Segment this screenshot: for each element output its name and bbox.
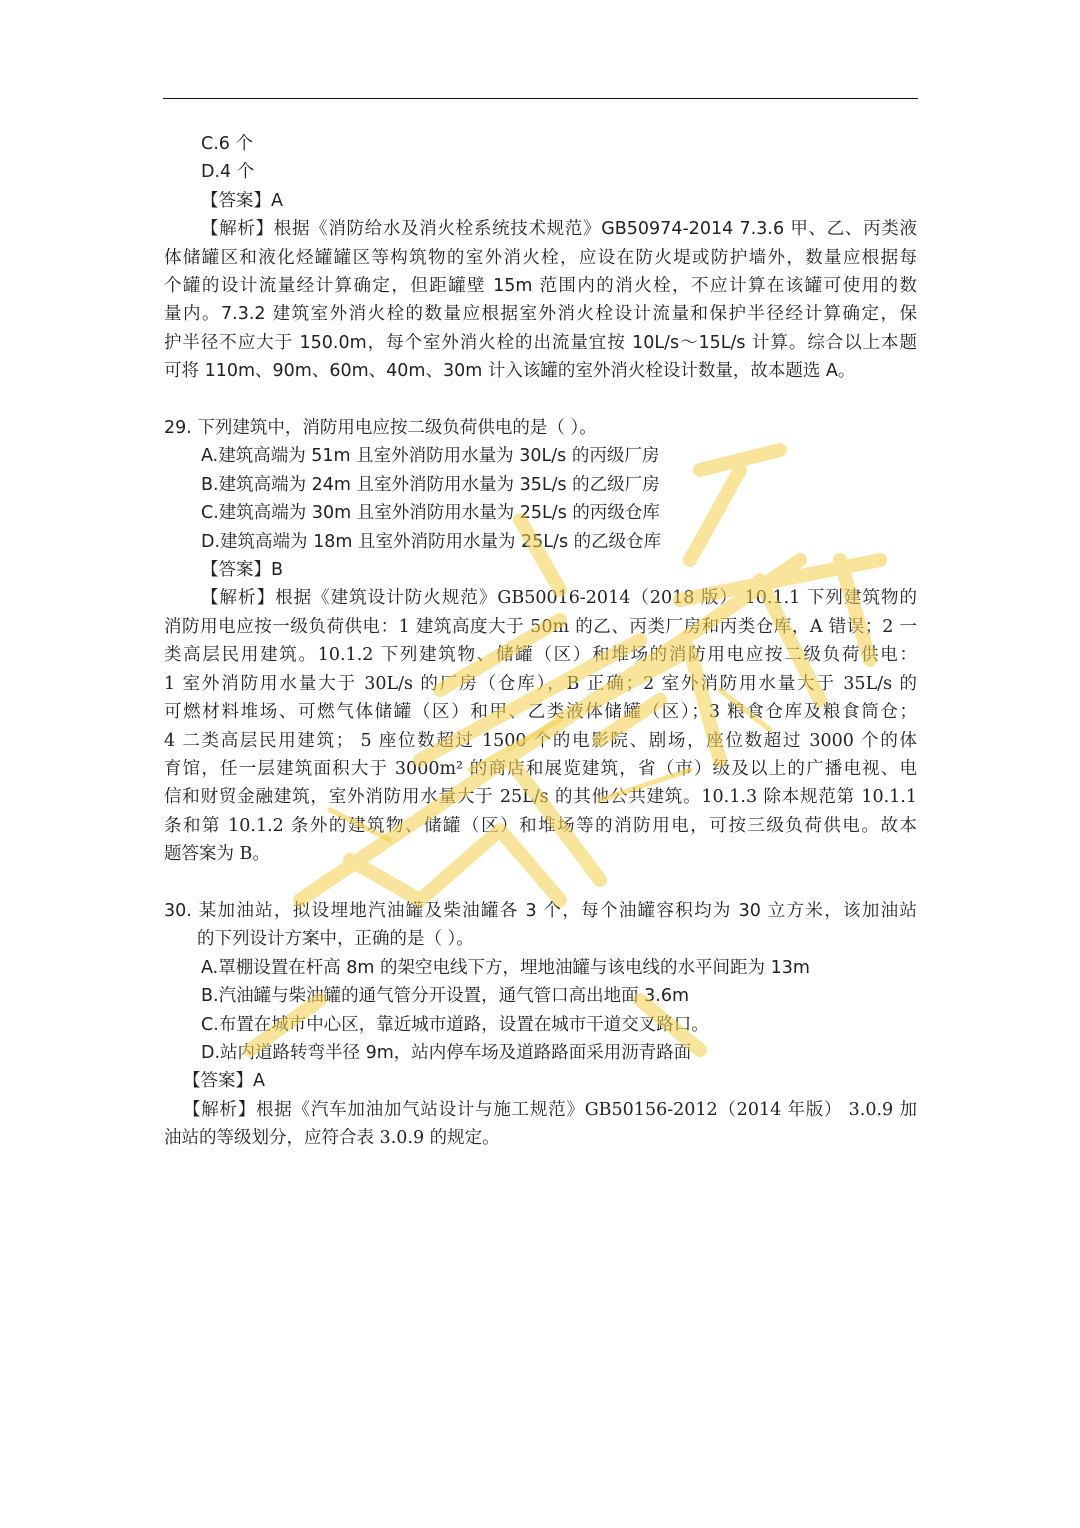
- q28-analysis-line: 量内。7.3.2 建筑室外消火栓的数量应根据室外消火栓设计流量和保护半径经计算确定，保: [164, 304, 917, 325]
- q30-option-c: C.布置在城市中心区，靠近城市道路，设置在城市干道交叉路口。: [201, 1014, 709, 1035]
- q29-analysis-line: 信和财贸金融建筑，室外消防用水量大于 25L/s 的其他公共建筑。10.1.3 除本规范第 10.1.1: [164, 787, 917, 808]
- q29-analysis-line: 4 二类高层民用建筑； 5 座位数超过 1500 个的电影院、剧场，座位数超过 3000 个的体: [164, 730, 917, 751]
- q28-analysis-line: 护半径不应大于 150.0m，每个室外消火栓的出流量宜按 10L/s～15L/s 计算。综合以上本题: [164, 332, 917, 353]
- q29-analysis-line: 题答案为 B。: [164, 844, 270, 865]
- q29-analysis-line: 类高层民用建筑。10.1.2 下列建筑物、储罐（区）和堆场的消防用电应按二级负荷供电：: [164, 645, 917, 666]
- q29-answer: 【答案】B: [201, 560, 284, 581]
- q29-option-c: C.建筑高端为 30m 且室外消防用水量为 25L/s 的丙级仓库: [201, 503, 660, 524]
- q30-answer: 【答案】A: [183, 1071, 265, 1092]
- q29-option-d: D.建筑高端为 18m 且室外消防用水量为 25L/s 的乙级仓库: [201, 531, 662, 552]
- spacer: [164, 869, 917, 897]
- q30-stem: 30. 某加油站，拟设埋地汽油罐及柴油罐各 3 个，每个油罐容积均为 30 立方米，该加油站: [164, 900, 917, 921]
- document-body: [164, 130, 917, 1153]
- header-rule: [163, 98, 918, 99]
- q28-analysis-line: 体储罐区和液化烃罐罐区等构筑物的室外消火栓，应设在防火堤或防护墙外，数量应根据每: [164, 247, 917, 268]
- q30-analysis-line: 【解析】根据《汽车加油加气站设计与施工规范》GB50156-2012（2014 年版） 3.0.9 加: [183, 1099, 917, 1120]
- q29-analysis-line: 1 室外消防用水量大于 30L/s 的厂房（仓库），B 正确；2 室外消防用水量大于 35L/s 的: [164, 673, 917, 694]
- q29-analysis-line: 育馆，任一层建筑面积大于 3000m² 的商店和展览建筑，省（市）级及以上的广播电视、电: [164, 758, 917, 779]
- q28-answer: 【答案】A: [201, 190, 283, 211]
- q30-option-d: D.站内道路转弯半径 9m，站内停车场及道路路面采用沥青路面: [201, 1042, 692, 1063]
- q29-analysis-line: 【解析】根据《建筑设计防火规范》GB50016-2014（2018 版） 10.1.1 下列建筑物的: [201, 588, 917, 609]
- q28-option-c: C.6 个: [201, 134, 253, 154]
- q29-analysis-line: 可燃材料堆场、可燃气体储罐（区）和甲、乙类液体储罐（区）；3 粮食仓库及粮食筒仓；: [164, 702, 917, 723]
- q29-option-a: A.建筑高端为 51m 且室外消防用水量为 30L/s 的丙级厂房: [201, 446, 660, 467]
- q29-analysis-line: 消防用电应按一级负荷供电：1 建筑高度大于 50m 的乙、丙类厂房和丙类仓库，A 错误；2 一: [164, 616, 917, 637]
- q28-analysis-line: 可将 110m、90m、60m、40m、30m 计入该罐的室外消火栓设计数量，故本题选 A。: [164, 361, 856, 382]
- q29-option-b: B.建筑高端为 24m 且室外消防用水量为 35L/s 的乙级厂房: [201, 474, 660, 495]
- q30-option-b: B.汽油罐与柴油罐的通气管分开设置，通气管口高出地面 3.6m: [201, 986, 690, 1007]
- q30-stem-continued: 的下列设计方案中，正确的是（ ）。: [197, 929, 474, 950]
- q28-analysis-line: 【解析】根据《消防给水及消火栓系统技术规范》GB50974-2014 7.3.6 甲、乙、丙类液: [201, 219, 917, 240]
- q29-stem: 29. 下列建筑中，消防用电应按二级负荷供电的是（ ）。: [164, 418, 597, 439]
- q30-option-a: A.罩棚设置在杆高 8m 的架空电线下方，埋地油罐与该电线的水平间距为 13m: [201, 957, 810, 978]
- spacer: [164, 386, 917, 414]
- q28-option-d: D.4 个: [201, 162, 255, 183]
- q30-analysis-line: 油站的等级划分，应符合表 3.0.9 的规定。: [164, 1128, 500, 1149]
- q29-analysis-line: 条和第 10.1.2 条外的建筑物、储罐（区）和堆场等的消防用电，可按三级负荷供电。故本: [164, 815, 917, 836]
- q28-analysis-line: 个罐的设计流量经计算确定，但距罐壁 15m 范围内的消火栓，不应计算在该罐可使用的数: [164, 276, 917, 297]
